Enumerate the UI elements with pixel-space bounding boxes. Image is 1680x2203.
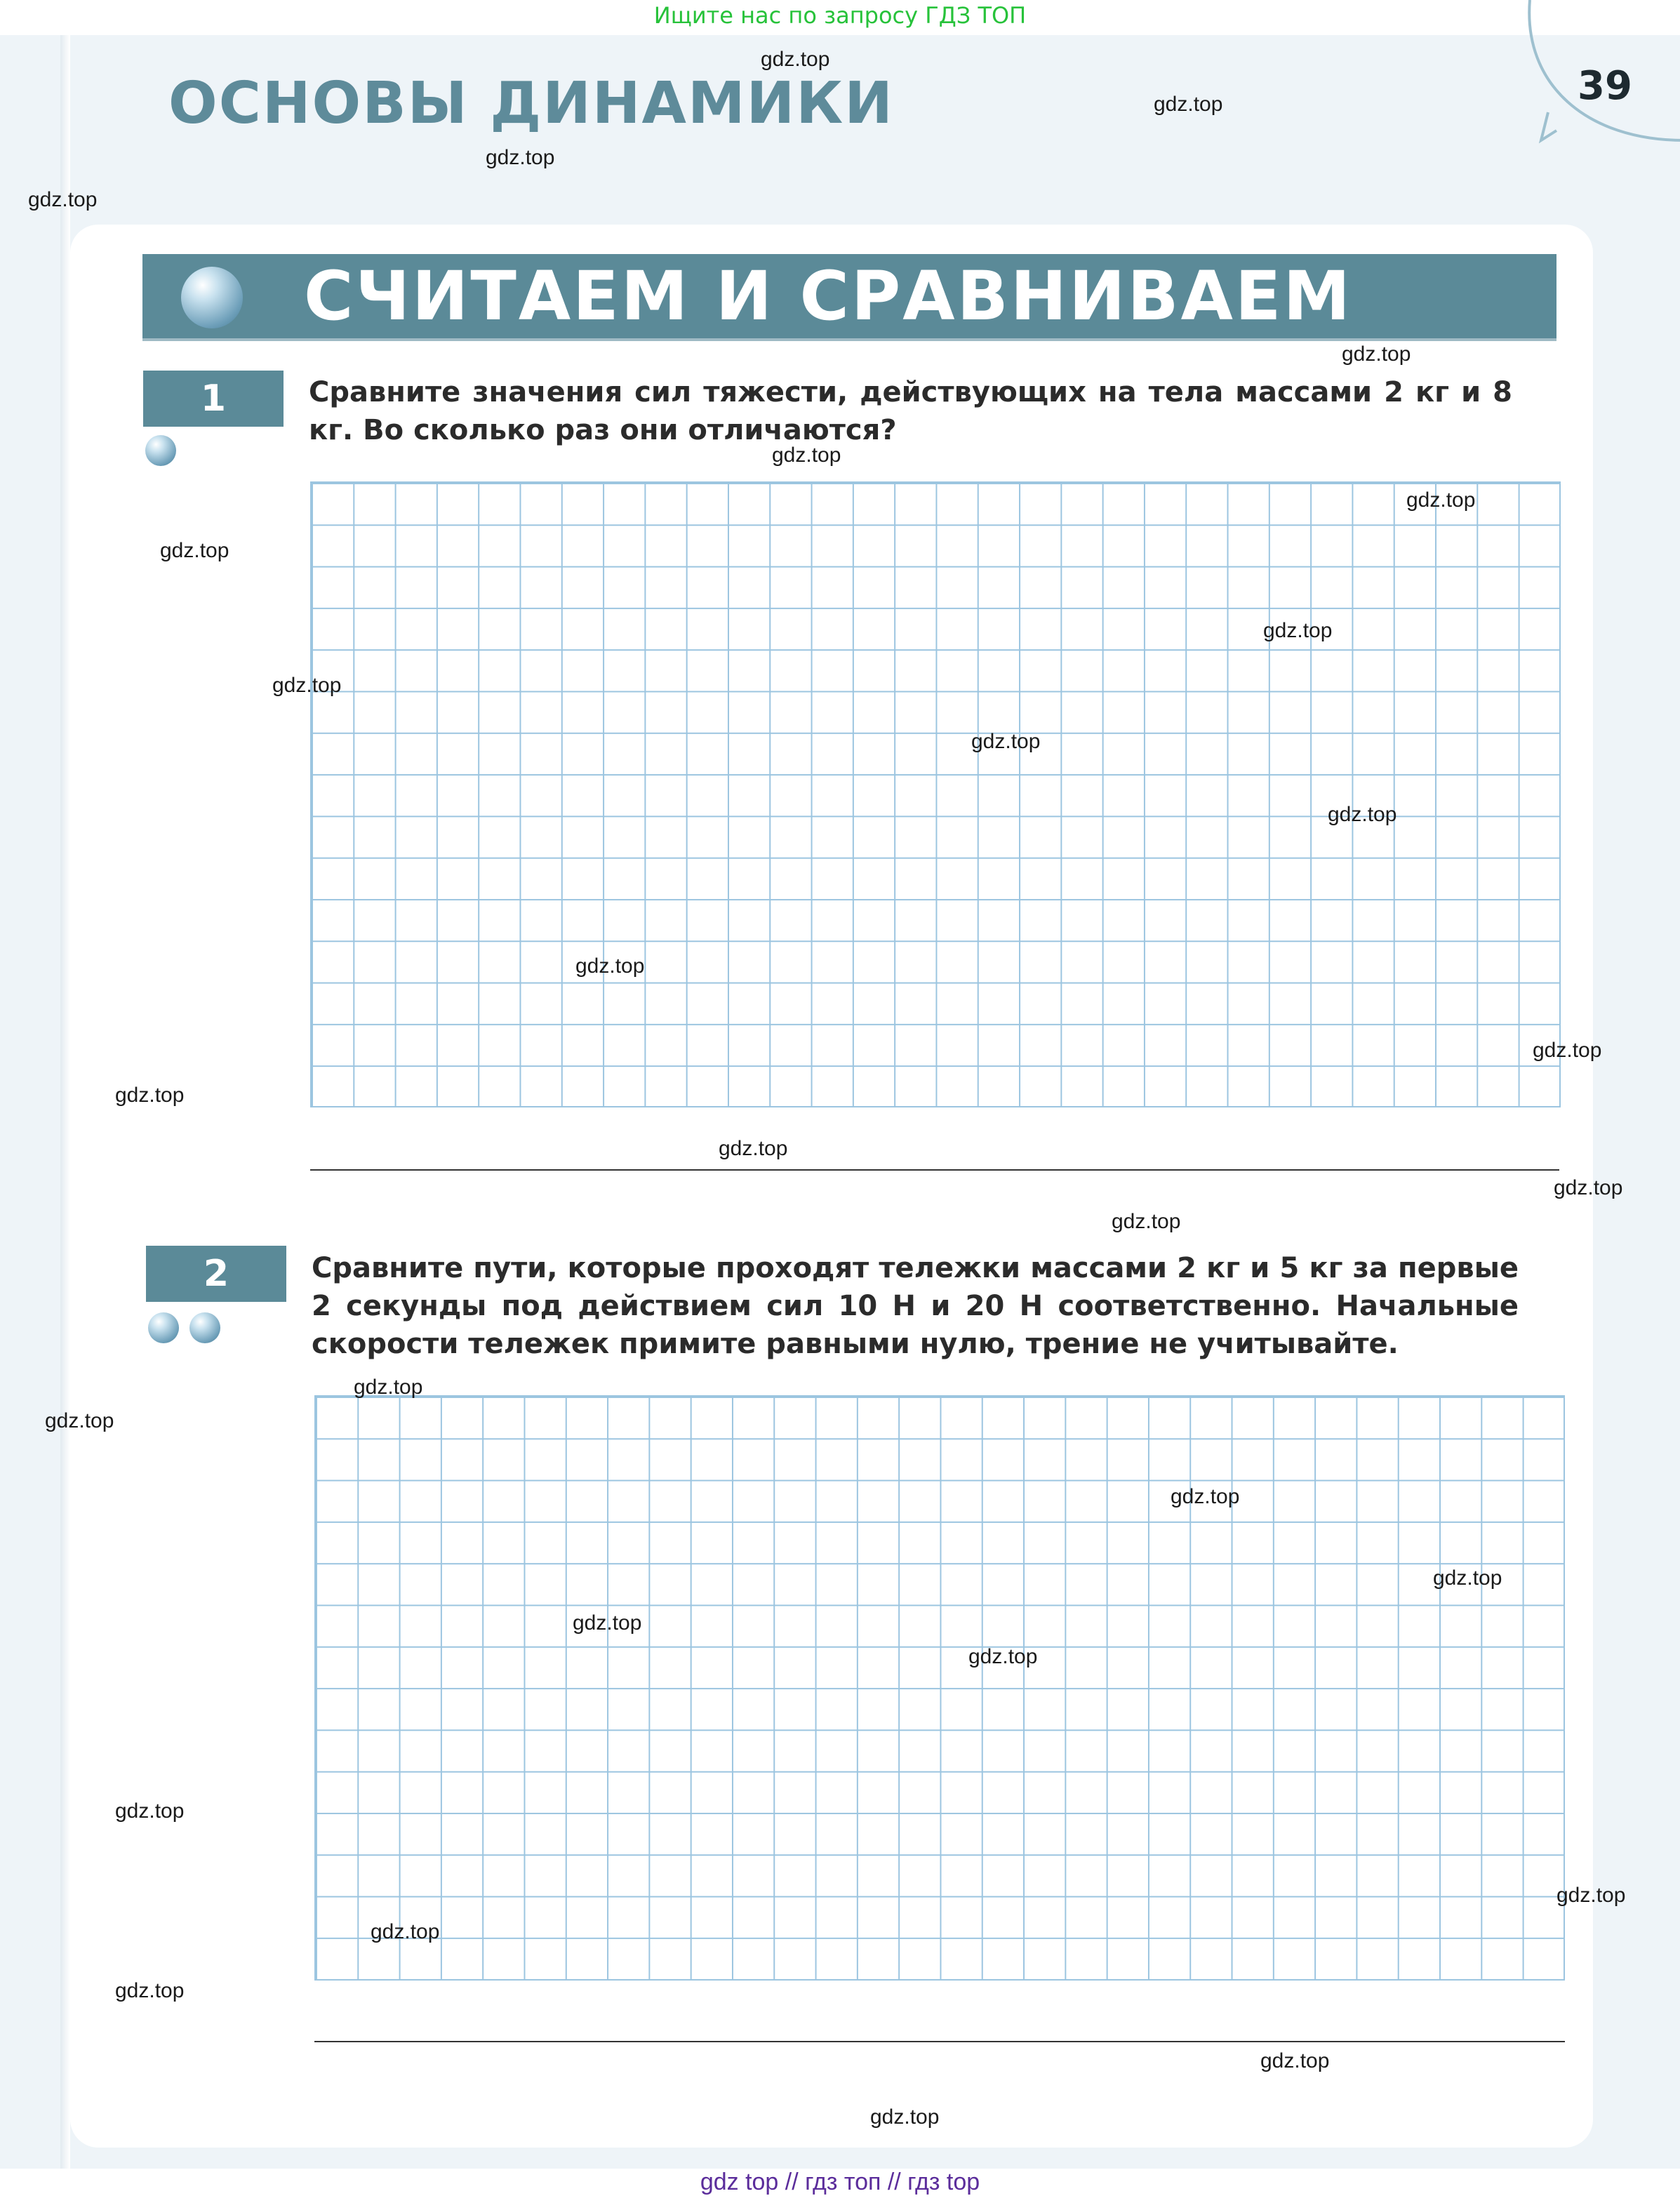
difficulty-ball-icon	[148, 1312, 179, 1343]
watermark: gdz.top	[1533, 1039, 1602, 1062]
task-1-number: 1	[143, 371, 284, 427]
watermark: gdz.top	[272, 674, 342, 697]
watermark: gdz.top	[1112, 1210, 1181, 1233]
task-1-text: Сравните значения сил тяжести, действующих на тела массами 2 кг и 8 кг. Во сколько раз они отличаются?	[309, 376, 1512, 446]
page-number: 39	[1578, 63, 1632, 109]
watermark: gdz.top	[719, 1137, 788, 1160]
section-banner	[142, 254, 1556, 341]
watermark: gdz.top	[1260, 2049, 1330, 2072]
chapter-title: ОСНОВЫ ДИНАМИКИ	[168, 70, 894, 137]
banner-sphere-icon	[181, 267, 243, 328]
watermark: gdz.top	[761, 48, 830, 71]
watermark: gdz.top	[1406, 488, 1476, 512]
watermark: gdz.top	[45, 1409, 114, 1432]
watermark: gdz.top	[354, 1376, 423, 1399]
watermark: gdz.top	[371, 1920, 440, 1943]
task-2-number: 2	[146, 1246, 286, 1302]
watermark: gdz.top	[1433, 1566, 1502, 1590]
watermark: gdz.top	[870, 2105, 940, 2129]
watermark: gdz.top	[160, 539, 229, 562]
task-1-answer-grid[interactable]	[310, 481, 1561, 1107]
watermark: gdz.top	[1342, 342, 1411, 366]
task-1-answer-line[interactable]	[310, 1169, 1559, 1171]
watermark: gdz.top	[1154, 93, 1223, 116]
difficulty-ball-icon	[145, 435, 176, 466]
section-title: СЧИТАЕМ И СРАВНИВАЕМ	[304, 257, 1352, 335]
promo-link[interactable]: Ищите нас по запросу ГДЗ ТОП	[653, 2, 1027, 29]
watermark: gdz.top	[968, 1645, 1038, 1668]
watermark: gdz.top	[772, 444, 841, 467]
watermark: gdz.top	[1328, 803, 1397, 826]
task-2-answer-grid[interactable]	[314, 1395, 1565, 1981]
watermark: gdz.top	[28, 188, 98, 211]
watermark: gdz.top	[1554, 1176, 1623, 1199]
watermark: gdz.top	[1556, 1884, 1626, 1907]
watermark: gdz.top	[1263, 619, 1333, 642]
watermark: gdz.top	[575, 954, 645, 978]
book-spine	[60, 35, 70, 2169]
watermark: gdz.top	[115, 1979, 185, 2002]
task-2-answer-line[interactable]	[314, 2041, 1565, 2042]
watermark: gdz.top	[486, 146, 555, 169]
footer-links[interactable]: gdz top // гдз топ // гдз top	[700, 2169, 980, 2195]
watermark: gdz.top	[573, 1611, 642, 1635]
difficulty-ball-icon	[189, 1312, 220, 1343]
watermark: gdz.top	[971, 730, 1041, 753]
task-2-text: Сравните пути, которые проходят тележки массами 2 кг и 5 кг за первые 2 секунды под действием сил 10 Н и 20 Н соответственно. Начальные скорости тележек примите равными нулю, трение не учитывайте.	[312, 1252, 1519, 1360]
watermark: gdz.top	[1171, 1485, 1240, 1508]
watermark: gdz.top	[115, 1799, 185, 1823]
watermark: gdz.top	[115, 1084, 185, 1107]
